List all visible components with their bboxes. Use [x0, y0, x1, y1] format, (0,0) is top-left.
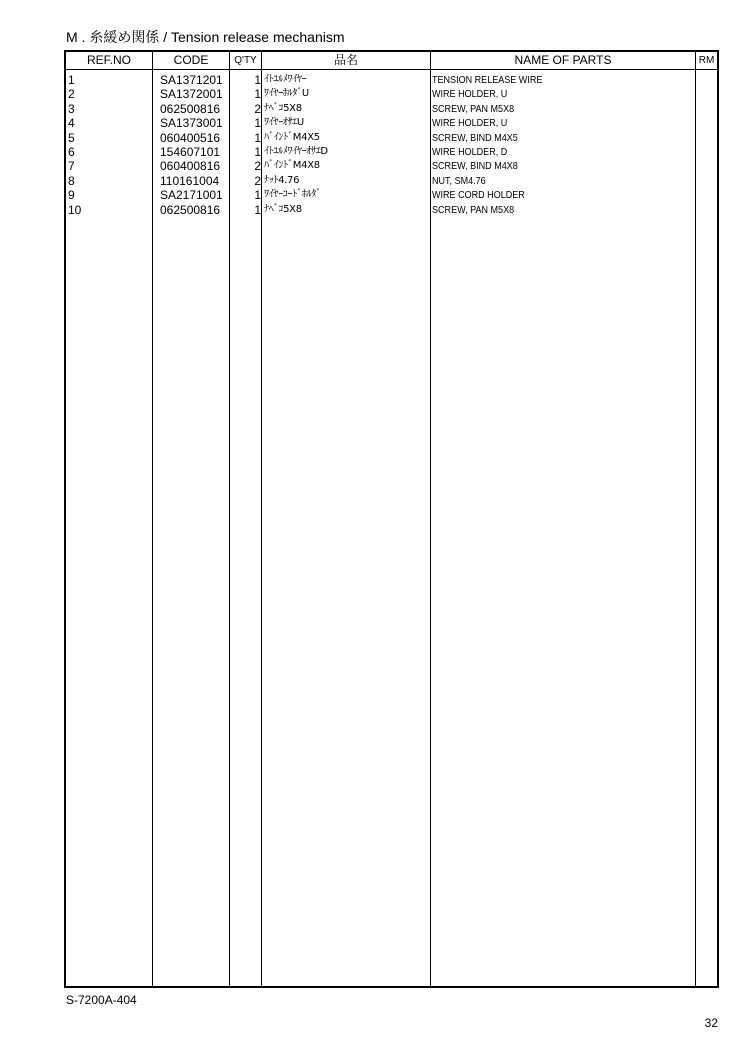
header-divider — [66, 69, 717, 70]
code-cell: 110161004 — [160, 173, 220, 188]
qty-cell: 2 — [254, 101, 261, 116]
name-jp-cell: ﾜｲﾔｰｵｻｴU — [264, 117, 304, 129]
ref-no-cell: 7 — [68, 159, 75, 174]
header-rm: RM — [698, 55, 715, 66]
qty-cell: 2 — [254, 173, 261, 188]
name-en-cell: NUT, SM4.76 — [432, 174, 486, 187]
name-jp-cell: ﾊﾞｲﾝﾄﾞM4X5 — [264, 131, 320, 143]
qty-cell: 2 — [254, 159, 261, 174]
name-jp-cell: ﾜｲﾔｰﾎﾙﾀﾞU — [264, 88, 309, 100]
name-jp-cell: ﾅｯﾄ4.76 — [264, 174, 300, 186]
name-en-cell: SCREW, PAN M5X8 — [432, 203, 515, 216]
code-cell: 062500816 — [160, 202, 221, 217]
name-en-cell: SCREW, BIND M4X5 — [432, 131, 518, 144]
code-cell: 062500816 — [160, 101, 221, 116]
name-jp-cell: ｲﾄﾕﾙﾒﾜｲﾔｰｵｻｴD — [264, 145, 328, 157]
ref-no-cell: 10 — [68, 202, 82, 217]
ref-no-cell: 8 — [68, 173, 75, 188]
ref-no-cell: 6 — [68, 144, 75, 159]
name-jp-cell: ﾜｲﾔｰｺｰﾄﾞﾎﾙﾀﾞ — [264, 189, 322, 201]
name-jp-cell: ｲﾄﾕﾙﾒﾜｲﾔｰ — [264, 74, 307, 85]
name-en-cell: TENSION RELEASE WIRE — [432, 74, 543, 86]
table-row — [66, 87, 717, 101]
table-row — [66, 203, 717, 217]
ref-no-cell: 1 — [68, 73, 75, 87]
qty-cell: 1 — [254, 144, 261, 159]
qty-cell: 1 — [254, 202, 261, 217]
name-en-cell: SCREW, BIND M4X8 — [432, 160, 518, 173]
name-en-cell: WIRE CORD HOLDER — [432, 189, 525, 202]
header-name-jp: 品名 — [333, 53, 358, 67]
ref-no-cell: 3 — [68, 101, 75, 116]
name-en-cell: WIRE HOLDER, U — [432, 117, 508, 130]
table-row — [66, 159, 717, 173]
parts-table — [64, 50, 719, 988]
table-row — [66, 174, 717, 188]
qty-cell: 1 — [254, 116, 261, 131]
qty-cell: 1 — [254, 188, 261, 203]
ref-no-cell: 2 — [68, 87, 75, 102]
qty-cell: 1 — [254, 73, 261, 87]
page-number: 32 — [704, 1016, 718, 1030]
table-row — [66, 73, 717, 87]
name-jp-cell: ﾅﾍﾞｺ5X8 — [264, 102, 302, 114]
header-qty: Q'TY — [234, 55, 257, 66]
table-row — [66, 145, 717, 159]
ref-no-cell: 5 — [68, 130, 75, 145]
header-code: CODE — [173, 53, 209, 67]
name-en-cell: SCREW, PAN M5X8 — [432, 102, 515, 115]
name-en-cell: WIRE HOLDER, D — [432, 145, 508, 158]
code-cell: SA1372001 — [160, 87, 223, 102]
header-name-en: NAME OF PARTS — [514, 53, 612, 67]
table-row — [66, 131, 717, 145]
table-row — [66, 116, 717, 130]
code-cell: SA1371201 — [160, 73, 223, 87]
table-row — [66, 102, 717, 116]
name-en-cell: WIRE HOLDER, U — [432, 88, 508, 101]
document-code: S-7200A-404 — [66, 993, 137, 1007]
table-body — [66, 73, 717, 217]
code-cell: 060400516 — [160, 130, 221, 145]
ref-no-cell: 9 — [68, 188, 75, 203]
qty-cell: 1 — [254, 87, 261, 102]
qty-cell: 1 — [254, 130, 261, 145]
header-ref-no: REF.NO — [86, 53, 131, 67]
ref-no-cell: 4 — [68, 116, 75, 131]
table-row — [66, 188, 717, 202]
name-jp-cell: ﾊﾞｲﾝﾄﾞM4X8 — [264, 160, 320, 172]
code-cell: 060400816 — [160, 159, 221, 174]
code-cell: SA2171001 — [160, 188, 223, 203]
code-cell: 154607101 — [160, 144, 221, 159]
page-title: M . 糸緩め関係 / Tension release mechanism — [66, 29, 345, 45]
name-jp-cell: ﾅﾍﾞｺ5X8 — [264, 203, 302, 215]
code-cell: SA1373001 — [160, 116, 223, 131]
